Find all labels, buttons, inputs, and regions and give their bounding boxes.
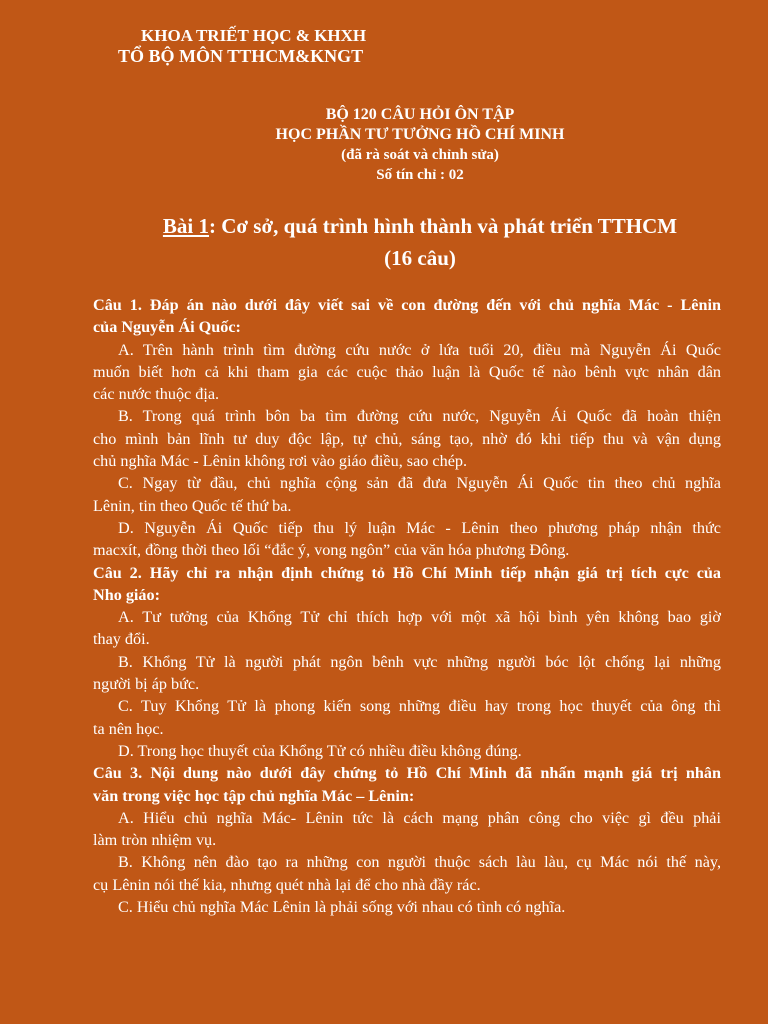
question-1-option-b: B. Trong quá trình bôn ba tìm đường cứu nước, Nguyễn Ái Quốc đã hoàn thiện <box>118 407 721 426</box>
question-1-text: Câu 1. Đáp án nào dưới đây viết sai về con đường đến với chủ nghĩa Mác - Lênin <box>93 296 721 314</box>
credit-count: Số tín chỉ : 02 <box>376 167 464 183</box>
doc-title-line1: BỘ 120 CÂU HỎI ÔN TẬP <box>325 106 515 123</box>
question-1-text-cont: của Nguyễn Ái Quốc: <box>93 318 241 337</box>
question-1-option-c: C. Ngay từ đầu, chủ nghĩa cộng sản đã đưa Nguyễn Ái Quốc tin theo chủ nghĩa <box>118 474 721 493</box>
question-2-text-cont: Nho giáo: <box>93 585 161 604</box>
lesson-title: : Cơ sở, quá trình hình thành và phát triển TTHCM <box>209 214 678 238</box>
question-3-text-cont: văn trong việc học tập chủ nghĩa Mác – Lênin: <box>93 786 415 805</box>
department-name: TỔ BỘ MÔN TTHCM&KNGT <box>118 46 364 66</box>
question-2-option-c: C. Tuy Khổng Tử là phong kiến song những điều hay trong học thuyết của ông thì <box>118 697 721 716</box>
question-2-text: Câu 2. Hãy chỉ ra nhận định chứng tỏ Hồ Chí Minh tiếp nhận giá trị tích cực của <box>93 563 721 582</box>
question-1-option-c-end: Lênin, tin theo Quốc tế thứ ba. <box>93 496 292 515</box>
question-3-option-b-end: cụ Lênin nói thế kia, nhưng quét nhà lại để cho nhà đầy rác. <box>93 875 481 894</box>
question-2-option-b: B. Khổng Tử là người phát ngôn bênh vực những người bóc lột chống lại những <box>118 652 721 671</box>
question-1-option-d: D. Nguyễn Ái Quốc tiếp thu lý luận Mác - Lênin theo phương pháp nhận thức <box>118 518 721 537</box>
question-1-option-a-end: các nước thuộc địa. <box>93 385 220 404</box>
question-2-option-d: D. Trong học thuyết của Khổng Tử có nhiều điều không đúng. <box>118 741 522 760</box>
lesson-question-count: (16 câu) <box>384 246 456 270</box>
lesson-heading <box>0 214 768 239</box>
question-3-option-c: C. Hiểu chủ nghĩa Mác Lênin là phải sống với nhau có tình có nghĩa. <box>118 898 566 917</box>
question-2-option-a: A. Tư tưởng của Khổng Tử chỉ thích hợp với một xã hội bình yên không bao giờ <box>118 608 721 627</box>
question-1-option-b-end: chủ nghĩa Mác - Lênin không rơi vào giáo điều, sao chép. <box>93 452 468 471</box>
faculty-name: KHOA TRIẾT HỌC & KHXH <box>141 26 367 45</box>
question-1-option-b-cont: cho mình bản lĩnh tư duy độc lập, tự chủ, sáng tạo, nhờ đó khi tiếp thu và vận dụng <box>93 429 721 448</box>
question-2-option-b-end: người bị áp bức. <box>93 675 200 694</box>
question-3-text: Câu 3. Nội dung nào dưới đây chứng tỏ Hồ Chí Minh đã nhấn mạnh giá trị nhân <box>93 764 721 783</box>
question-3-option-a-end: làm tròn nhiệm vụ. <box>93 831 217 850</box>
question-3-option-b: B. Không nên đào tạo ra những con người thuộc sách làu làu, cụ Mác nói thế này, <box>118 853 721 872</box>
doc-title-line2: HỌC PHẦN TƯ TƯỞNG HỒ CHÍ MINH <box>275 126 565 143</box>
question-list <box>93 294 721 918</box>
question-1-option-a-cont: muốn biết hơn cả khi tham gia các cuộc thảo luận là Quốc tế nào bênh vực nhân dân <box>93 362 721 381</box>
lesson-label: Bài 1 <box>162 214 210 238</box>
question-3-option-a: A. Hiểu chủ nghĩa Mác- Lênin tức là cách mạng phân công cho việc gì đều phải <box>118 808 721 827</box>
question-2-option-c-end: ta nên học. <box>93 719 164 738</box>
doc-title-line3: (đã rà soát và chỉnh sửa) <box>341 147 499 163</box>
question-1-option-d-end: macxít, đồng thời theo lối “đắc ý, vong ngôn” của văn hóa phương Đông. <box>93 541 570 560</box>
question-2-option-a-end: thay đổi. <box>93 630 150 649</box>
question-1-option-a: A. Trên hành trình tìm đường cứu nước ở lứa tuổi 20, điều mà Nguyễn Ái Quốc <box>118 340 721 359</box>
